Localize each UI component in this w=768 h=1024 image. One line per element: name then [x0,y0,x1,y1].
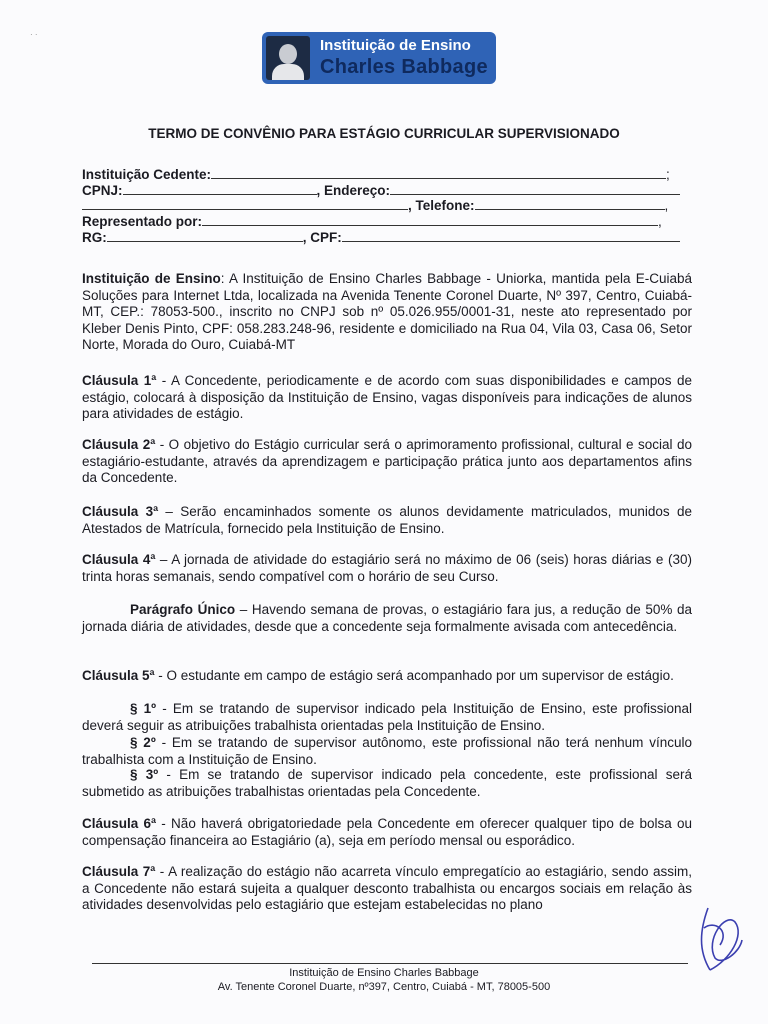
paragraph-clausula-3: Cláusula 3ª – Serão encaminhados somente os alunos devidamente matriculados, munidos de Atestados de Matrícula, fornecido pela Instituição de Ensino. [82,504,692,536]
scan-mark: · · [30,30,38,39]
form-row-rg [82,229,680,245]
footer-line-1: Instituição de Ensino Charles Babbage [289,967,479,979]
form-row-instituicao: Instituição Cedente: ; [82,167,670,182]
endereco-label: , Endereço: [316,183,391,198]
paragraph-unico: Parágrafo Único – Havendo semana de provas, o estagiário fara jus, a redução de 50% da jornada diária de atividades, desde que a concedente seja formalmente avisada com antecedência. [82,602,692,634]
telefone-label: , Telefone: [408,198,475,213]
instituicao-field[interactable] [211,166,666,179]
form-row-cpnj [82,182,680,198]
telefone-field[interactable] [475,197,665,210]
paragraph-section-3: § 3º - Em se tratando de supervisor indicado pela concedente, este profissional será submetido as atribuições trabalhistas orientadas pela Concedente. [82,767,692,799]
paragraph-clausula-1: Cláusula 1ª - A Concedente, periodicamente e de acordo com suas disponibilidades e campos de estágio, colocará à disposição da Instituição de Ensino, vagas disponíveis para indicações de alunos para atividades de estágio. [82,373,692,421]
logo-line-1: Instituição de Ensino [320,37,471,54]
cpf-field[interactable] [342,229,680,242]
footer-divider [92,963,688,964]
representado-field[interactable] [202,213,658,226]
paragraph-clausula-2: Cláusula 2ª - O objetivo do Estágio curricular será o aprimoramento profissional, cultural e social do estagiário-estudante, através da aprendizagem e participação prática junto aos departamentos afins da Concedente. [82,437,692,485]
cpf-label: , CPF: [302,230,342,245]
paragraph-section-2: § 2º - Em se tratando de supervisor autônomo, este profissional não terá nenhum vínculo trabalhista com a Instituição de Ensino. [82,735,692,767]
form-row-representado: Representado por: , [82,214,662,229]
document-title: TERMO DE CONVÊNIO PARA ESTÁGIO CURRICULAR SUPERVISIONADO [148,126,620,141]
form-row-telefone: , Telefone: , [82,197,668,213]
endereco-field[interactable] [390,182,680,195]
paragraph-instituicao: Instituição de Ensino: A Instituição de Ensino Charles Babbage - Uniorka, mantida pela E-Cuiabá Soluções para Internet Ltda, localizada na Avenida Tenente Coronel Duarte, Nº 397, Centro, Cuiabá-MT, CEP.: 78053-500., inscrito no CNPJ sob nº 05.026.955/0001-31, neste ato representado por Kleber Denis Pinto, CPF: 058.283.248-96, residente e domiciliado na Rua 04, Vila 03, Casa 06, Setor Norte, Morada do Ouro, Cuiabá-MT [82,271,692,352]
instituicao-label: Instituição Cedente: [82,167,212,182]
rg-field[interactable] [107,229,303,242]
cpnj-field[interactable] [123,182,317,195]
institution-logo [262,32,496,84]
logo-line-2: Charles Babbage [320,56,488,78]
paragraph-clausula-5: Cláusula 5ª - O estudante em campo de estágio será acompanhado por um supervisor de estágio. [82,668,674,683]
paragraph-section-1: § 1º - Em se tratando de supervisor indicado pela Instituição de Ensino, este profissional deverá seguir as atribuições trabalhista orientadas pela Instituição de Ensino. [82,701,692,733]
cpnj-label: CPNJ: [82,183,123,198]
portrait-icon [266,36,310,80]
footer-line-2: Av. Tenente Coronel Duarte, nº397, Centro, Cuiabá - MT, 78005-500 [217,981,551,993]
endereco-continued-field[interactable] [82,197,408,210]
paragraph-clausula-7: Cláusula 7ª - A realização do estágio não acarreta vínculo empregatício ao estagiário, sendo assim, a Concedente não estará sujeita a qualquer desconto trabalhista ou encargos sociais em relação às atividades desenvolvidas pelo estagiário que estejam estabelecidas no plano [82,864,692,912]
paragraph-clausula-6: Cláusula 6ª - Não haverá obrigatoriedade pela Concedente em oferecer qualquer tipo de bolsa ou compensação financeira ao Estagiário (a), seja em período mensal ou esporádico. [82,816,693,848]
representado-label: Representado por: [82,214,203,229]
paragraph-clausula-4: Cláusula 4ª – A jornada de atividade do estagiário será no máximo de 06 (seis) horas diárias e (30) trinta horas semanais, sendo compatível com o horário de seu Curso. [82,552,692,584]
rg-label: RG: [82,230,107,245]
